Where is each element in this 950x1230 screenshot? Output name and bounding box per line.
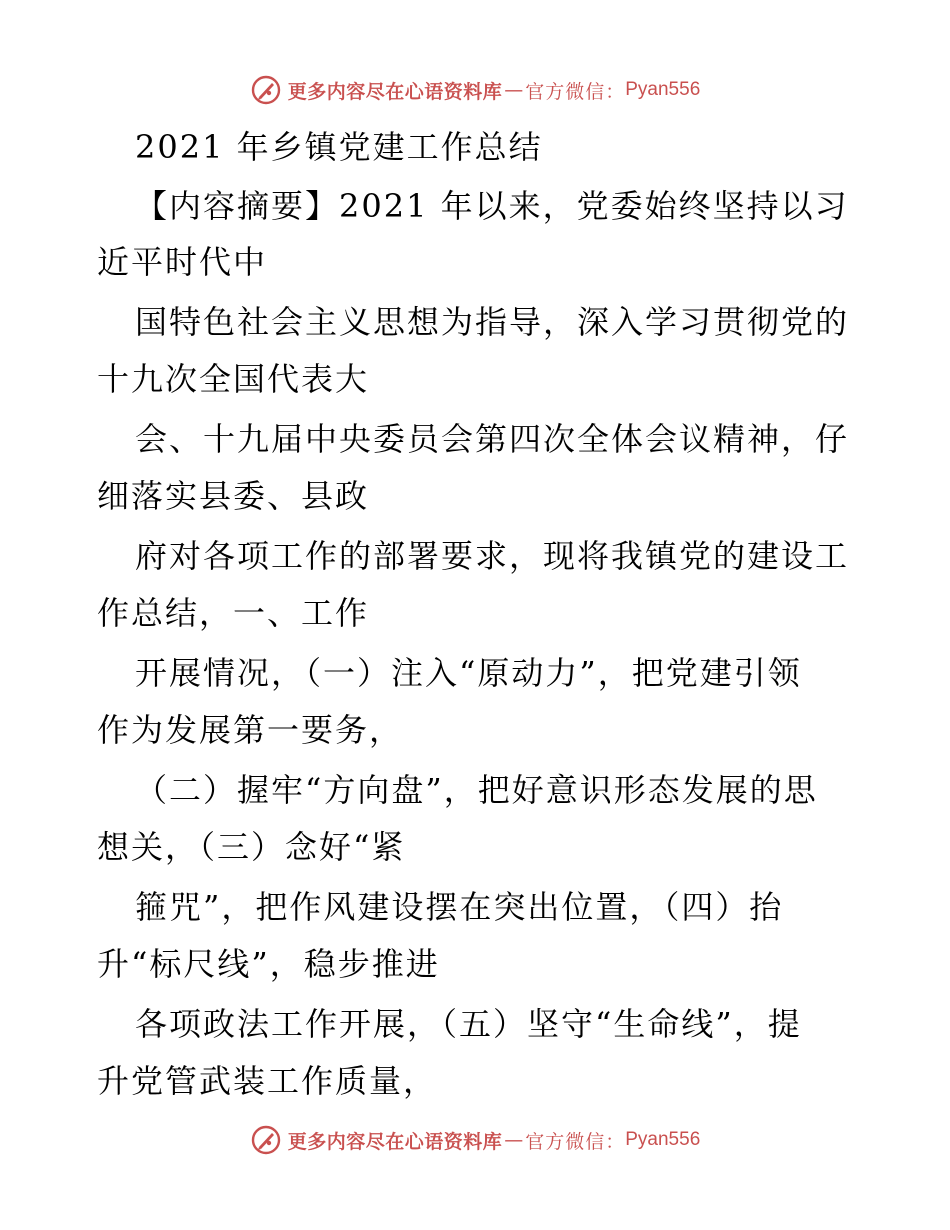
watermark-wechat-id: Pyan556: [625, 79, 701, 100]
watermark-separator: —: [504, 79, 524, 101]
paragraph-line: 各项政法工作开展，（五）坚守“生命线”，提: [135, 1005, 802, 1043]
paragraph-line: 升党管武装工作质量，: [97, 1062, 438, 1100]
watermark-banner-top: [0, 70, 950, 110]
paragraph-line: 作总结，一、工作: [97, 594, 370, 632]
watermark-banner-bottom: [0, 1120, 950, 1160]
watermark-main-text: 更多内容尽在心语资料库: [287, 80, 503, 103]
paragraph-line: 府对各项工作的部署要求，现将我镇党的建设工: [135, 537, 850, 575]
paragraph-line: 作为发展第一要务，: [97, 711, 404, 749]
paragraph-line: 升“标尺线”，稳步推进: [97, 945, 440, 983]
paragraph-line: 近平时代中: [97, 243, 268, 281]
quill-pen-logo-icon: [250, 1124, 282, 1156]
quill-pen-logo-icon: [250, 74, 282, 106]
paragraph-line: 想关，（三）念好“紧: [97, 828, 406, 866]
watermark-main-text: 更多内容尽在心语资料库: [287, 1130, 503, 1153]
paragraph-line: 十九次全国代表大: [97, 360, 370, 398]
watermark-wechat-label: 官方微信：: [525, 1130, 626, 1153]
paragraph-line: 箍咒”，把作风建设摆在突出位置，（四）抬: [135, 888, 784, 926]
paragraph-line: 会、十九届中央委员会第四次全体会议精神，仔: [135, 420, 850, 458]
paragraph-line: 细落实县委、县政: [97, 477, 370, 515]
paragraph-line: （二）握牢“方向盘”，把好意识形态发展的思: [135, 771, 818, 809]
paragraph-line: 国特色社会主义思想为指导，深入学习贯彻党的: [135, 303, 850, 341]
watermark-separator: —: [504, 1129, 524, 1151]
paragraph-line: 【内容摘要】2021 年以来，党委始终坚持以习: [135, 187, 849, 225]
paragraph-line: 开展情况，（一）注入“原动力”，把党建引领: [135, 654, 802, 692]
watermark-wechat-label: 官方微信：: [525, 80, 626, 103]
watermark-wechat-id: Pyan556: [625, 1129, 701, 1150]
document-title: 2021 年乡镇党建工作总结: [135, 128, 543, 166]
